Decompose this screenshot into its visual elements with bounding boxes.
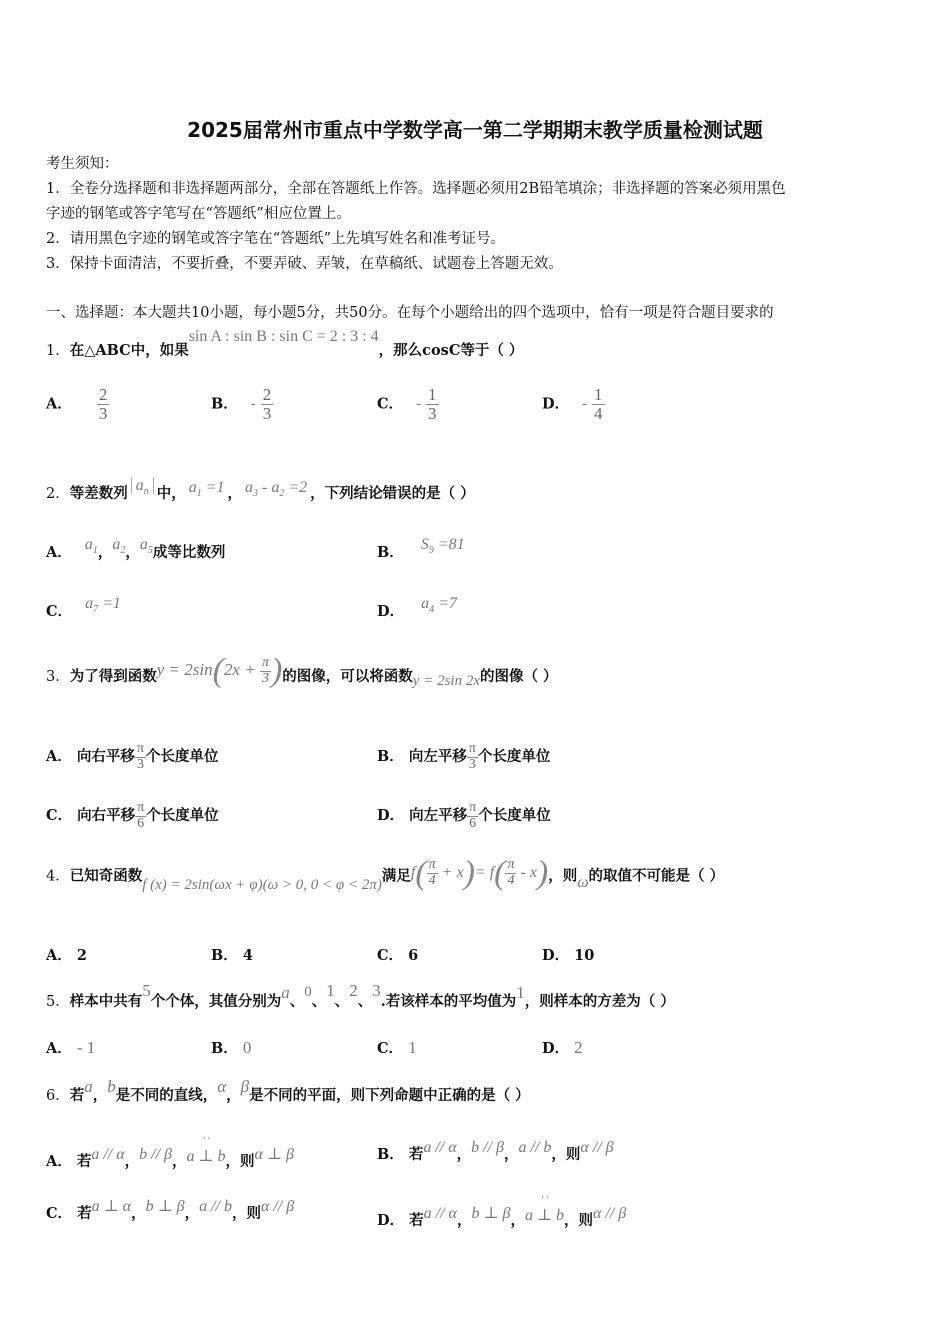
question-text: 的图像，可以将函数 bbox=[282, 667, 413, 685]
option-label: B． bbox=[211, 395, 238, 413]
option-b[interactable]: B． 若a // α，b // β，a // b，则α // β bbox=[377, 1139, 614, 1163]
question-6: 6．若a，b是不同的直线，α，β是不同的平面，则下列命题中正确的是（ ） bbox=[46, 1077, 530, 1104]
option-label: C． bbox=[46, 807, 73, 825]
fraction: $\frac{2}{3}$ bbox=[98, 385, 108, 423]
notice-heading: 考生须知： bbox=[46, 156, 119, 172]
source-function: y = 2sin 2x bbox=[412, 672, 480, 689]
option-label: C． bbox=[46, 603, 73, 620]
option-label: C． bbox=[377, 395, 404, 413]
question-text: ，那么cosC等于（ ） bbox=[378, 342, 524, 359]
question-text: 满足 bbox=[381, 867, 411, 885]
option-b[interactable]: B． 0 bbox=[211, 1038, 252, 1057]
fraction: $\frac{\pi}{3}$ bbox=[468, 741, 476, 772]
condition-1: $a_1 =1$ bbox=[188, 479, 225, 500]
option-d[interactable]: D． 若a // α，b ⊥ β， ' ' a ⊥ b，则α // β bbox=[377, 1195, 627, 1229]
option-label: B． bbox=[377, 748, 404, 766]
question-text: 中， bbox=[156, 485, 186, 502]
minus-sign: - bbox=[582, 396, 587, 413]
notice-item-2: 2．请用黑色字迹的钢笔或答字笔在“答题纸”上先填写姓名和准考证号。 bbox=[46, 231, 506, 247]
option-c[interactable]: C． 1 bbox=[377, 1038, 417, 1057]
option-label: A． bbox=[46, 544, 72, 561]
notice-item-1-line-2: 字迹的钢笔或答字笔写在“答题纸”相应位置上。 bbox=[46, 206, 351, 222]
question-number: 4． bbox=[46, 868, 70, 885]
option-d[interactable]: D． 向左平移 $\frac{\pi}{6}$ 个长度单位 bbox=[377, 800, 551, 831]
target-function: y = 2sin(2x + $\frac{\pi}{3}$ ) bbox=[156, 652, 283, 689]
question-text: 在△ABC中，如果 bbox=[69, 342, 189, 359]
question-number: 3． bbox=[46, 668, 70, 685]
option-d[interactable]: D． $a_4 =7$ bbox=[377, 595, 457, 620]
question-number: 1． bbox=[46, 343, 70, 359]
question-text: 的图像（ ） bbox=[480, 667, 558, 685]
option-label: D． bbox=[377, 603, 405, 620]
question-text: 是不同的直线， bbox=[115, 1087, 218, 1104]
option-b[interactable]: B． 4 bbox=[211, 947, 253, 964]
option-label: D． bbox=[377, 807, 405, 825]
question-text: ，则样本的方差为（ ） bbox=[524, 993, 675, 1010]
option-c[interactable]: C． 向右平移 $\frac{\pi}{6}$ 个长度单位 bbox=[46, 800, 219, 831]
condition-2: $a_3 - a_2 =2$ bbox=[245, 479, 308, 500]
option-a[interactable]: A． - 1 bbox=[46, 1038, 96, 1057]
option-b[interactable] bbox=[211, 386, 273, 423]
option-d[interactable] bbox=[542, 386, 605, 423]
question-text: 等差数列 bbox=[69, 485, 128, 502]
fraction: $\frac{1}{3}$ bbox=[428, 385, 437, 423]
omega-symbol: ω bbox=[577, 873, 589, 891]
question-text: 已知奇函数 bbox=[69, 867, 143, 885]
page-title: 2025届常州市重点中学数学高一第二学期期末教学质量检测试题 bbox=[187, 118, 763, 142]
question-1 bbox=[46, 328, 524, 360]
question-3 bbox=[46, 652, 558, 696]
question-2: 2．等差数列 $a_n$ 中， $a_1 =1$ ， $a_3 - a_2 =2$ ，下列结论错误的是（ ） bbox=[46, 477, 475, 502]
option-label: A． bbox=[46, 395, 72, 413]
symmetry-condition: f( $\frac{\pi}{4}$ + x)= f( $\frac{\pi}{4}$ - x) bbox=[410, 854, 549, 891]
question-text: 为了得到函数 bbox=[69, 667, 157, 685]
option-a[interactable]: A． 2 bbox=[46, 947, 87, 964]
question-number: 5． bbox=[46, 994, 70, 1010]
fraction: $\frac{\pi}{6}$ bbox=[469, 800, 477, 831]
section-heading: 一、选择题：本大题共10小题，每小题5分，共50分。在每个小题给出的四个选项中，恰有一项是符合题目要求的 bbox=[46, 305, 774, 321]
option-label: A． bbox=[46, 748, 72, 766]
option-d[interactable]: D． 2 bbox=[542, 1038, 583, 1057]
question-5: 5．样本中共有5个个体，其值分别为a、0、1、2、3.若该样本的平均值为1，则样本的方差为（ ） bbox=[46, 981, 675, 1010]
question-text: 是不同的平面，则下列命题中正确的是（ ） bbox=[249, 1087, 530, 1104]
option-label: B． bbox=[377, 544, 404, 561]
question-text: 样本中共有 bbox=[69, 993, 143, 1010]
ratio-formula: sin A : sin B : sin C = 2 : 3 : 4 bbox=[188, 328, 379, 345]
option-a[interactable] bbox=[46, 386, 109, 423]
option-label: D． bbox=[542, 395, 570, 413]
option-c[interactable]: C． 若a ⊥ α，b ⊥ β，a // b，则α // β bbox=[46, 1198, 295, 1222]
option-c[interactable]: C． 6 bbox=[377, 947, 419, 964]
option-b[interactable]: B． 向左平移 $\frac{\pi}{3}$ 个长度单位 bbox=[377, 741, 551, 772]
question-text: 个个体，其值分别为 bbox=[150, 993, 282, 1010]
function-formula: f (x) = 2sin(ωx + φ)(ω > 0, 0 < φ < 2π) bbox=[142, 876, 382, 893]
option-a[interactable]: A． 若a // α，b // β， ' ' a ⊥ b，则α ⊥ β bbox=[46, 1136, 294, 1170]
question-text: ，下列结论错误的是（ ） bbox=[310, 485, 475, 502]
question-text: .若该样本的平均值为 bbox=[380, 993, 517, 1010]
option-d[interactable]: D． 10 bbox=[542, 947, 595, 964]
fraction: $\frac{\pi}{6}$ bbox=[137, 800, 145, 831]
option-a[interactable]: A． $a_1$，$a_2$，$a_5$成等比数列 bbox=[46, 536, 226, 561]
question-text: 若 bbox=[69, 1087, 85, 1104]
question-number: 2． bbox=[46, 486, 70, 502]
notice-item-1-line-1: 1．全卷分选择题和非选择题两部分，全部在答题纸上作答。选择题必须用2B铅笔填涂；非选择题的答案必须用黑色 bbox=[46, 181, 786, 197]
question-text: ，则 bbox=[548, 867, 578, 885]
question-text: 的取值不可能是（ ） bbox=[588, 867, 725, 885]
question-4 bbox=[46, 854, 725, 896]
fraction: $\frac{\pi}{3}$ bbox=[136, 741, 144, 772]
minus-sign: - bbox=[416, 396, 421, 413]
minus-sign: - bbox=[250, 396, 256, 413]
question-number: 6． bbox=[46, 1088, 70, 1104]
fraction: $\frac{2}{3}$ bbox=[262, 385, 272, 423]
option-a[interactable]: A． 向右平移 $\frac{\pi}{3}$ 个长度单位 bbox=[46, 741, 219, 772]
fraction: $\frac{1}{4}$ bbox=[594, 385, 603, 423]
sequence-symbol: $a_n$ bbox=[131, 477, 154, 494]
option-c[interactable]: C． $a_7 =1$ bbox=[46, 595, 121, 620]
option-b[interactable]: B． $S_9 =81$ bbox=[377, 536, 465, 561]
option-c[interactable] bbox=[377, 386, 439, 423]
notice-item-3: 3．保持卡面清洁，不要折叠，不要弄破、弄皱，在草稿纸、试题卷上答题无效。 bbox=[46, 256, 563, 272]
